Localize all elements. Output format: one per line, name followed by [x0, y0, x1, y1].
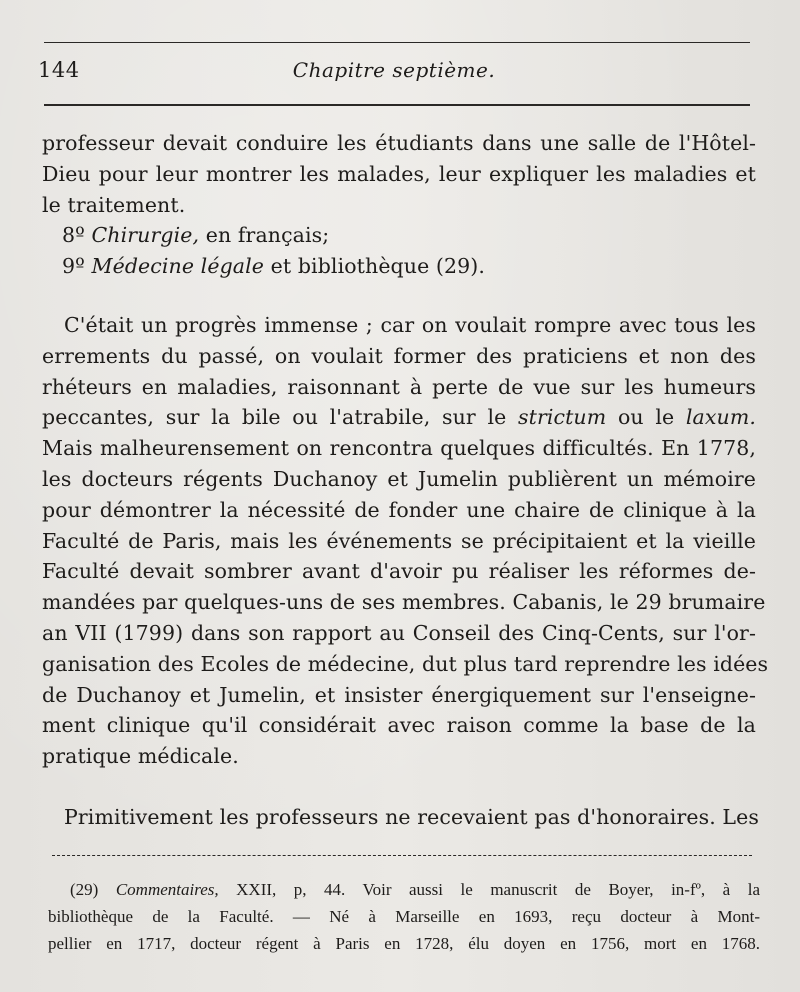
text-line: mandées par quelques-uns de ses membres. Cabanis, le 29 brumaire [42, 590, 766, 615]
text-line: pratique médicale. [42, 744, 239, 769]
list-item-text: et bibliothèque (29). [264, 254, 486, 279]
text-line: le traitement. [42, 192, 186, 217]
footnote-number: (29) [70, 880, 116, 899]
list-item-title: Chirurgie, [91, 223, 200, 248]
text-line: C'était un progrès immense ; car on voulait rompre avec tous les [64, 312, 756, 337]
text-line: pour démontrer la nécessité de fonder une chaire de clinique à la [42, 497, 756, 522]
text-line: Primitivement les professeurs ne recevaient pas d'honoraires. Les [64, 804, 760, 829]
text-segment: ou le [606, 405, 686, 430]
text-line: ganisation des Ecoles de médecine, dut plus tard reprendre les idées [42, 651, 769, 676]
text-line-with-italics [42, 402, 756, 433]
footnote [48, 876, 760, 957]
body-text [42, 128, 769, 833]
text-line: Faculté devait sombrer avant d'avoir pu réaliser les réformes de- [42, 559, 756, 584]
text-line: errements du passé, on voulait former des praticiens et non des [42, 343, 756, 368]
list-item-number: 8º [62, 223, 85, 248]
paragraph-gap [42, 282, 756, 310]
list-item-8 [42, 220, 756, 251]
list-item-title: Médecine légale [91, 254, 265, 279]
footnote-line [48, 876, 760, 903]
italic-term-strictum: strictum [518, 405, 607, 430]
text-line: Faculté de Paris, mais les événements se précipitaient et la vieille [42, 528, 756, 553]
footnote-title: Commentaires, [115, 880, 219, 899]
running-title: Chapitre septième. [292, 58, 496, 82]
italic-term-laxum: laxum. [685, 405, 756, 430]
footnote-line: bibliothèque de la Faculté. — Né à Marseille en 1693, reçu docteur à Mont- [48, 907, 760, 926]
text-line: ment clinique qu'il considérait avec raison comme la base de la [42, 713, 756, 738]
list-item-9 [42, 251, 756, 282]
text-line: Dieu pour leur montrer les malades, leur expliquer les maladies et [42, 161, 756, 186]
page-number: 144 [38, 58, 80, 82]
text-line: an VII (1799) dans son rapport au Conseil des Cinq-Cents, sur l'or- [42, 620, 756, 645]
top-rule [44, 42, 750, 43]
text-line: Mais malheurensement on rencontra quelques difficultés. En 1778, [42, 436, 756, 461]
footnote-text: XXII, p, 44. Voir aussi le manuscrit de Boyer, in-fº, à la [218, 880, 760, 899]
list-item-text: en français; [199, 223, 330, 248]
page-header [38, 58, 750, 90]
header-rule [44, 104, 750, 106]
paragraph-gap [42, 772, 756, 802]
text-line: rhéteurs en maladies, raisonnant à perte de vue sur les humeurs [42, 374, 756, 399]
footnote-line: pellier en 1717, docteur régent à Paris en 1728, élu doyen en 1756, mort en 1768. [48, 934, 760, 953]
text-line: professeur devait conduire les étudiants dans une salle de l'Hôtel- [42, 131, 756, 155]
text-line: de Duchanoy et Jumelin, et insister énergiquement sur l'enseigne- [42, 682, 756, 707]
text-segment: peccantes, sur la bile ou l'atrabile, sur le [42, 405, 518, 430]
footnote-rule [52, 855, 752, 856]
text-line: les docteurs régents Duchanoy et Jumelin publièrent un mémoire [42, 466, 756, 491]
list-item-number: 9º [62, 254, 85, 279]
